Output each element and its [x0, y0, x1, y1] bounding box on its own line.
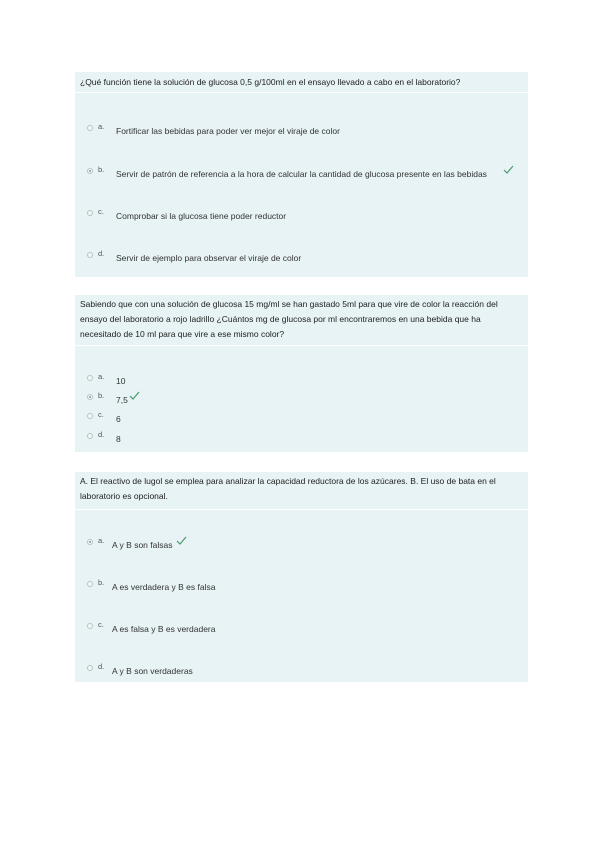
radio-button[interactable] — [87, 581, 93, 587]
option-letter: c. — [98, 620, 104, 629]
question-text — [80, 474, 522, 504]
question-text-line: necesitado de 10 ml para que vire a ese mismo color? — [80, 329, 285, 339]
question-text: ¿Qué función tiene la solución de glucosa 0,5 g/100ml en el ensayo llevado a cabo en el laboratorio? — [80, 77, 461, 87]
radio-button[interactable] — [87, 375, 93, 381]
option-letter: d. — [98, 249, 105, 258]
option-letter: c. — [98, 207, 104, 216]
question-text — [80, 297, 522, 342]
radio-button-selected[interactable] — [87, 539, 93, 545]
option-c[interactable] — [75, 412, 528, 426]
option-a[interactable] — [75, 538, 528, 552]
option-c[interactable] — [75, 209, 528, 223]
option-letter: a. — [98, 122, 105, 131]
checkmark-icon — [129, 391, 140, 400]
option-letter: b. — [98, 391, 105, 400]
option-text: 10 — [116, 376, 126, 386]
radio-button[interactable] — [87, 623, 93, 629]
option-text: Comprobar si la glucosa tiene poder reductor — [116, 211, 287, 221]
option-text: A es verdadera y B es falsa — [112, 582, 216, 592]
option-text: A es falsa y B es verdadera — [112, 624, 216, 634]
radio-button[interactable] — [87, 210, 93, 216]
option-c[interactable] — [75, 622, 528, 636]
radio-button[interactable] — [87, 125, 93, 131]
option-b[interactable] — [75, 393, 528, 407]
divider — [75, 509, 528, 510]
question-card-2 — [75, 295, 528, 452]
option-letter: d. — [98, 430, 105, 439]
checkmark-icon — [503, 165, 514, 174]
radio-button[interactable] — [87, 252, 93, 258]
option-d[interactable] — [75, 432, 528, 446]
option-letter: c. — [98, 410, 104, 419]
option-text: 8 — [116, 434, 121, 444]
radio-button[interactable] — [87, 433, 93, 439]
question-card-3 — [75, 472, 528, 682]
radio-button[interactable] — [87, 413, 93, 419]
question-card-1 — [75, 72, 528, 277]
option-text: Servir de ejemplo para observar el viraje de color — [116, 253, 302, 263]
radio-button[interactable] — [87, 665, 93, 671]
option-text: A y B son falsas — [112, 540, 173, 550]
option-b[interactable] — [75, 167, 528, 181]
option-a[interactable] — [75, 374, 528, 388]
divider — [75, 92, 528, 93]
option-letter: b. — [98, 578, 105, 587]
option-b[interactable] — [75, 580, 528, 594]
question-text-line: Sabiendo que con una solución de glucosa 15 mg/ml se han gastado 5ml para que vire de color la reacción del — [80, 299, 498, 309]
question-text-line: laboratorio es opcional. — [80, 491, 168, 501]
option-a[interactable] — [75, 124, 528, 138]
radio-button-selected[interactable] — [87, 394, 93, 400]
option-letter: a. — [98, 536, 105, 545]
question-text-line: A. El reactivo de lugol se emplea para analizar la capacidad reductora de los azúcares. B. El uso de bata en el — [80, 476, 496, 486]
option-d[interactable] — [75, 664, 528, 678]
option-letter: a. — [98, 372, 105, 381]
option-text: Servir de patrón de referencia a la hora de calcular la cantidad de glucosa presente en las bebidas — [116, 169, 487, 179]
option-letter: d. — [98, 662, 105, 671]
option-text: 6 — [116, 414, 121, 424]
option-d[interactable] — [75, 251, 528, 265]
checkmark-icon — [176, 536, 187, 545]
radio-button-selected[interactable] — [87, 168, 93, 174]
question-text-line: ensayo del laboratorio a rojo ladrillo ¿Cuántos mg de glucosa por ml encontraremos en una bebida que ha — [80, 314, 481, 324]
option-text: 7,5 — [116, 395, 128, 405]
option-letter: b. — [98, 165, 105, 174]
option-text: Fortificar las bebidas para poder ver mejor el viraje de color — [116, 126, 340, 136]
divider — [75, 345, 528, 346]
option-text: A y B son verdaderas — [112, 666, 193, 676]
